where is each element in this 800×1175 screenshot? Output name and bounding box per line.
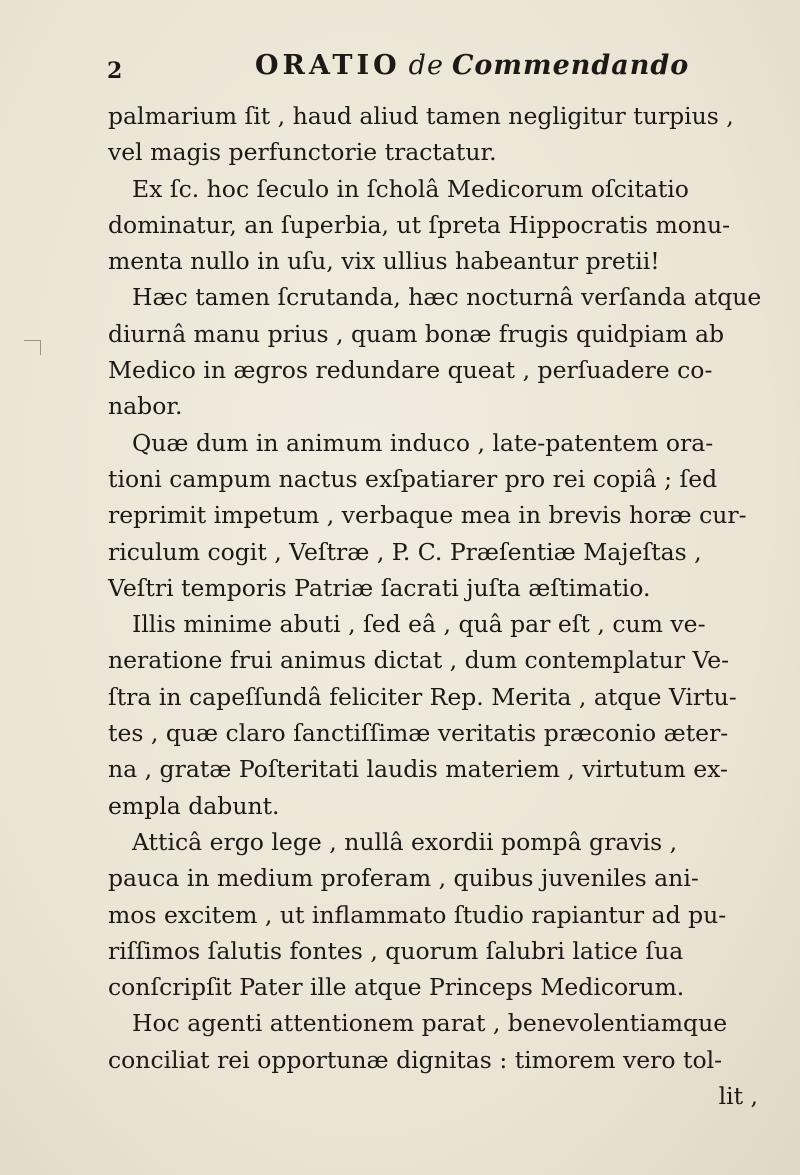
text-line: neratione frui animus dictat , dum contemplatur Ve-: [108, 646, 730, 675]
text-line: conſcripſit Pater ille atque Princeps Medicorum.: [108, 973, 685, 1002]
text-line: reprimit impetum , verbaque mea in brevis horæ cur-: [108, 501, 747, 530]
text-line: mos excitem , ut inflammato ſtudio rapiantur ad pu-: [108, 900, 727, 929]
text-line: Medico in ægros redundare queat , perſuadere co-: [108, 356, 713, 385]
text-line: ſtra in capeſſundâ feliciter Rep. Merita , atque Virtu-: [108, 682, 737, 711]
running-title-word-de: de: [408, 50, 444, 81]
text-line: pauca in medium proferam , quibus juveniles ani-: [108, 864, 699, 893]
text-line: Quæ dum in animum induco , late-patentem ora-: [132, 428, 714, 457]
text-line: menta nullo in uſu, vix ullius habeantur pretii!: [108, 247, 660, 276]
text-line: riſſimos ſalutis fontes , quorum ſalubri latice ſua: [108, 936, 684, 965]
text-line: lit ,: [718, 1082, 758, 1111]
text-line: Veſtri temporis Patriæ ſacrati juſta æſtimatio.: [108, 573, 651, 602]
text-line: tes , quæ claro ſanctiſſimæ veritatis præconio æter-: [108, 719, 729, 748]
running-title: [255, 50, 689, 81]
text-line: riculum cogit , Veſtræ , P. C. Præſentiæ Majeſtas ,: [108, 537, 702, 566]
text-line: palmarium ſit , haud aliud tamen negligitur turpius ,: [108, 102, 734, 130]
text-line: dominatur, an ſuperbia, ut ſpreta Hippocratis monu-: [108, 210, 731, 239]
text-line: na , gratæ Poſteritati laudis materiem , virtutum ex-: [108, 755, 728, 784]
text-line: tioni campum nactus exſpatiarer pro rei copiâ ; ſed: [108, 464, 718, 493]
running-title-word-commendando: Commendando: [451, 50, 690, 81]
body-text: [108, 98, 788, 1114]
text-line: conciliat rei opportunæ dignitas : timorem vero tol-: [108, 1045, 723, 1074]
text-line: empla dabunt.: [108, 791, 280, 820]
text-line: Illis minime abuti , ſed eâ , quâ par eſt , cum ve-: [132, 610, 706, 639]
text-line: nabor.: [108, 392, 183, 421]
text-line: Hoc agenti attentionem parat , benevolentiamque: [132, 1009, 728, 1038]
text-line: vel magis perfunctorie tractatur.: [108, 138, 497, 167]
page-header: [0, 48, 800, 88]
page-number: 2: [107, 58, 123, 84]
text-line: Ex ſc. hoc ſeculo in ſcholâ Medicorum oſcitatio: [132, 174, 689, 203]
text-line: Hæc tamen ſcrutanda, hæc nocturnâ verſanda atque: [132, 283, 762, 312]
margin-mark: [24, 340, 41, 355]
running-title-word-oratio: ORATIO: [255, 50, 401, 81]
text-line: diurnâ manu prius , quam bonæ frugis quidpiam ab: [108, 319, 725, 348]
text-line: Atticâ ergo lege , nullâ exordii pompâ gravis ,: [132, 827, 678, 856]
